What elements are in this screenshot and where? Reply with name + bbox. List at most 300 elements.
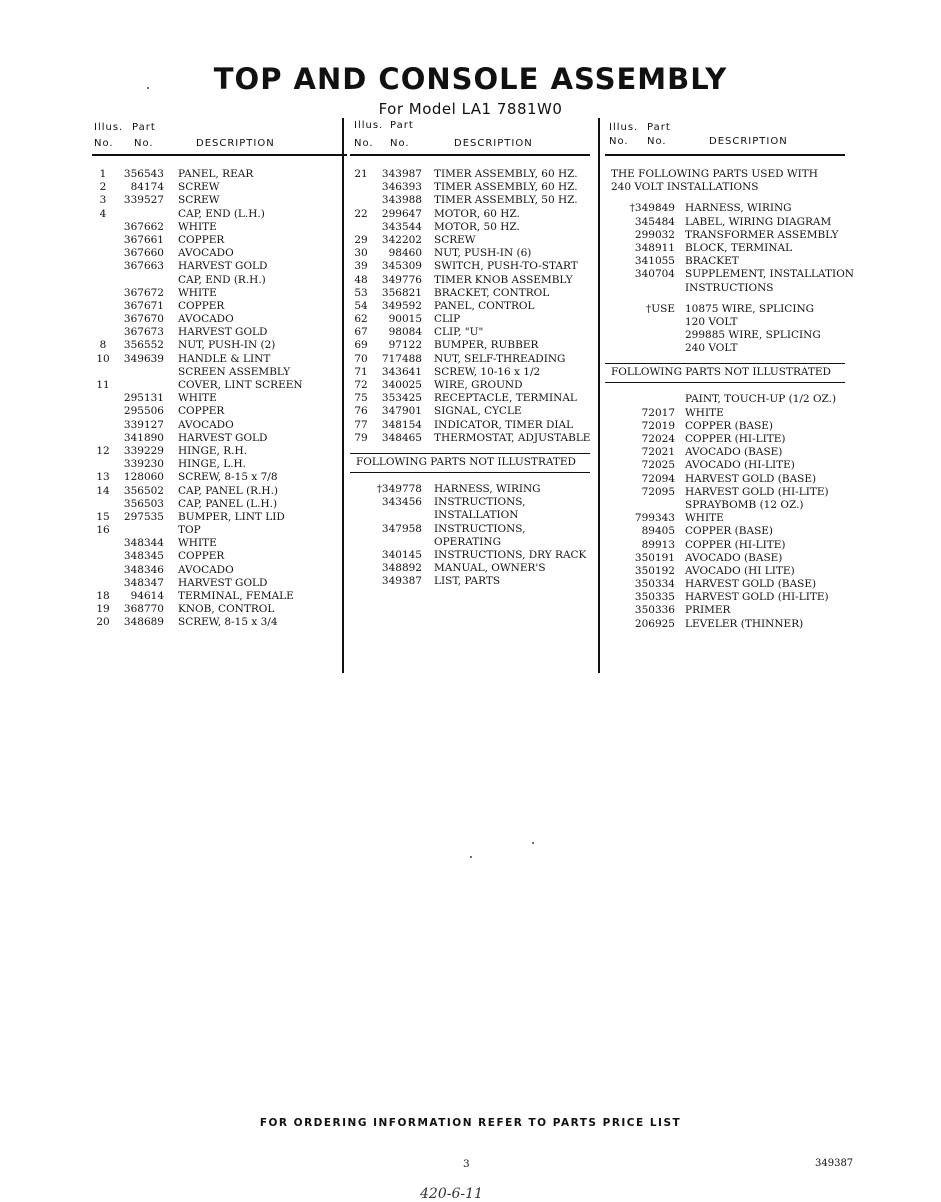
part-number: 90015 — [388, 313, 422, 326]
table-row — [92, 247, 347, 260]
header-part: Part — [390, 120, 414, 131]
part-description: HARVEST GOLD — [178, 326, 268, 339]
table-row — [605, 499, 845, 512]
part-description: WHITE — [178, 286, 217, 299]
page-number: 3 — [463, 1158, 470, 1170]
illus-number: 21 — [354, 168, 368, 180]
table-row — [92, 419, 347, 432]
table-row — [92, 392, 347, 405]
voltage-note-line: THE FOLLOWING PARTS USED WITH — [611, 168, 818, 180]
table-row — [605, 473, 845, 486]
part-number: 299032 — [634, 228, 675, 241]
table-row — [92, 564, 347, 577]
table-row — [350, 523, 590, 536]
header-rule — [350, 154, 590, 156]
table-row — [350, 247, 590, 260]
table-row — [605, 525, 845, 538]
header-description: DESCRIPTION — [709, 136, 788, 147]
table-row — [350, 549, 590, 562]
illus-number: 15 — [96, 510, 110, 523]
part-number: 367672 — [123, 286, 164, 299]
part-number: 367671 — [123, 299, 164, 312]
part-number: 339230 — [123, 458, 164, 471]
part-number: 348911 — [634, 241, 675, 254]
part-description: AVOCADO — [178, 313, 234, 326]
table-row — [605, 486, 845, 499]
table-row — [605, 407, 845, 420]
part-number: 350335 — [634, 591, 675, 604]
part-description: INDICATOR, TIMER DIAL — [434, 418, 574, 431]
table-row — [92, 221, 347, 234]
part-description: LEVELER (THINNER) — [685, 617, 804, 630]
part-description: AVOCADO — [178, 418, 234, 431]
illus-number: 10 — [96, 352, 110, 365]
table-row — [350, 221, 590, 234]
part-number: 89405 — [641, 525, 675, 538]
illus-number: 8 — [99, 339, 107, 352]
part-description: CLIP, "U" — [434, 326, 484, 339]
part-number: 339229 — [123, 444, 164, 457]
part-description: HINGE, L.H. — [178, 458, 247, 471]
part-number: 340704 — [634, 268, 675, 281]
part-description: HINGE, R.H. — [178, 444, 247, 457]
table-row — [350, 353, 590, 366]
table-row — [350, 562, 590, 575]
illus-number: 30 — [354, 247, 368, 260]
header-description: DESCRIPTION — [454, 138, 533, 149]
part-description: PANEL, REAR — [178, 168, 254, 180]
table-row — [92, 208, 347, 221]
part-description: WHITE — [178, 220, 217, 233]
table-row — [92, 366, 347, 379]
part-description: COPPER (HI-LITE) — [685, 433, 786, 446]
part-description: COPPER (BASE) — [685, 419, 774, 432]
table-row — [92, 445, 347, 458]
part-description: 10875 WIRE, SPLICING — [685, 302, 815, 315]
part-number: 72024 — [641, 433, 675, 446]
part-number: 340145 — [381, 548, 422, 561]
illus-number: 67 — [354, 326, 368, 339]
table-row — [605, 512, 845, 525]
part-number: 346393 — [381, 181, 422, 194]
part-number: †349849 — [629, 202, 675, 215]
part-number: 368770 — [123, 603, 164, 616]
part-description: AVOCADO — [178, 247, 234, 260]
part-description: NUT, PUSH-IN (6) — [434, 247, 532, 260]
part-description: INSTRUCTIONS, — [434, 496, 526, 509]
illus-number: 75 — [354, 392, 368, 405]
part-number: 350192 — [634, 564, 675, 577]
header-illus: Illus. — [609, 122, 639, 133]
part-number: 342202 — [381, 233, 422, 246]
part-number: 339127 — [123, 418, 164, 431]
table-row — [605, 229, 845, 242]
table-row — [605, 303, 845, 316]
part-number: 799343 — [634, 512, 675, 525]
table-row — [92, 590, 347, 603]
voltage-note — [605, 168, 845, 194]
part-description: HANDLE & LINT — [178, 352, 271, 365]
part-description: COVER, LINT SCREEN — [178, 379, 303, 391]
table-row — [92, 511, 347, 524]
illus-number: 72 — [354, 379, 368, 391]
table-row — [605, 316, 845, 329]
part-number: 348347 — [123, 576, 164, 589]
header-no: No. — [94, 138, 114, 149]
header-rule — [605, 154, 845, 156]
part-description: SPRAYBOMB (12 OZ.) — [685, 498, 804, 511]
table-row — [92, 326, 347, 339]
scan-speck — [470, 856, 472, 858]
part-description: WHITE — [685, 512, 724, 525]
section-heading-not-illustrated: FOLLOWING PARTS NOT ILLUSTRATED — [350, 453, 590, 473]
part-description: COPPER — [178, 299, 225, 312]
part-description: SCREW, 8-15 x 7/8 — [178, 471, 278, 484]
part-number: 340025 — [381, 379, 422, 391]
table-row — [350, 234, 590, 247]
part-number: †349778 — [376, 482, 422, 495]
header-part-no: No. — [390, 138, 410, 149]
part-description: COPPER — [178, 550, 225, 563]
table-row — [605, 539, 845, 552]
table-row — [92, 524, 347, 537]
table-row — [350, 168, 590, 181]
table-row — [350, 326, 590, 339]
part-description: CAP, END (R.H.) — [178, 273, 266, 286]
part-number: 84174 — [130, 181, 164, 194]
section-heading-not-illustrated: FOLLOWING PARTS NOT ILLUSTRATED — [605, 363, 845, 383]
part-description: HARVEST GOLD (HI-LITE) — [685, 485, 829, 498]
part-number: 347958 — [381, 522, 422, 535]
scan-speck — [532, 842, 534, 844]
part-number: 345309 — [381, 260, 422, 273]
table-row — [350, 483, 590, 496]
part-description: TIMER ASSEMBLY, 50 HZ. — [434, 194, 578, 207]
table-row — [92, 194, 347, 207]
part-description: WHITE — [178, 392, 217, 405]
part-description: SIGNAL, CYCLE — [434, 405, 522, 418]
part-description: NUT, SELF-THREADING — [434, 352, 566, 365]
table-row — [92, 313, 347, 326]
table-row — [92, 405, 347, 418]
part-number: 353425 — [381, 392, 422, 405]
illus-number: 14 — [96, 484, 110, 497]
table-row — [605, 216, 845, 229]
table-row — [350, 496, 590, 509]
header-part: Part — [132, 122, 156, 133]
part-description: CAP, PANEL (R.H.) — [178, 484, 279, 497]
table-row — [350, 313, 590, 326]
part-number: 339527 — [123, 194, 164, 207]
part-number: 356543 — [123, 168, 164, 180]
part-number: 367661 — [123, 233, 164, 246]
part-number: †USE — [646, 302, 675, 315]
part-description: HARVEST GOLD — [178, 576, 268, 589]
table-row — [350, 509, 590, 522]
table-row — [92, 550, 347, 563]
splicing-wire-list — [605, 303, 845, 356]
document-number: 349387 — [815, 1158, 854, 1169]
table-row — [92, 353, 347, 366]
part-number: 345484 — [634, 215, 675, 228]
parts-list-not-illustrated — [605, 393, 845, 630]
part-description: LIST, PARTS — [434, 575, 501, 588]
table-row — [92, 181, 347, 194]
illus-number: 18 — [96, 590, 110, 602]
part-number: 367673 — [123, 326, 164, 339]
table-row — [605, 433, 845, 446]
part-description: COPPER (BASE) — [685, 525, 774, 538]
part-number: 128060 — [123, 471, 164, 484]
table-row — [350, 274, 590, 287]
page-title: TOP AND CONSOLE ASSEMBLY — [213, 62, 728, 96]
part-number: 349592 — [381, 299, 422, 312]
handwritten-mark: 420-6-11 — [420, 1186, 483, 1202]
table-row — [605, 342, 845, 355]
part-number: 356502 — [123, 484, 164, 497]
part-number: 297535 — [123, 510, 164, 523]
table-row — [92, 234, 347, 247]
part-description: MOTOR, 60 HZ. — [434, 207, 520, 220]
part-number: 348345 — [123, 550, 164, 563]
part-description: MANUAL, OWNER'S — [434, 562, 546, 575]
header-rule — [92, 154, 347, 156]
part-number: 206925 — [634, 617, 675, 630]
part-description: BUMPER, RUBBER — [434, 339, 539, 352]
part-number: 348344 — [123, 537, 164, 550]
illus-number: 4 — [99, 207, 107, 220]
part-description: COPPER — [178, 233, 225, 246]
part-description: COPPER — [178, 405, 225, 418]
part-description: BRACKET, CONTROL — [434, 286, 550, 299]
illus-number: 71 — [354, 365, 368, 378]
illus-number: 12 — [96, 444, 110, 457]
illus-number: 29 — [354, 233, 368, 246]
part-number: 350191 — [634, 551, 675, 564]
part-description: INSTALLATION — [434, 509, 519, 522]
part-description: HARVEST GOLD (BASE) — [685, 472, 817, 485]
table-row — [605, 329, 845, 342]
part-description: HARVEST GOLD — [178, 431, 268, 444]
table-row — [350, 536, 590, 549]
table-row — [350, 366, 590, 379]
table-row — [350, 194, 590, 207]
part-description: RECEPTACLE, TERMINAL — [434, 392, 577, 405]
scan-speck — [147, 87, 149, 89]
header-part: Part — [647, 122, 671, 133]
table-row — [605, 420, 845, 433]
table-row — [92, 287, 347, 300]
header-illus: Illus. — [94, 122, 124, 133]
table-row — [605, 282, 845, 295]
part-description: TERMINAL, FEMALE — [178, 590, 294, 602]
table-row — [92, 537, 347, 550]
part-number: 349639 — [123, 352, 164, 365]
part-description: SCREW, 8-15 x 3/4 — [178, 616, 278, 629]
table-row — [605, 268, 854, 281]
part-number: 356503 — [123, 497, 164, 510]
part-number: 343641 — [381, 365, 422, 378]
header-description: DESCRIPTION — [196, 138, 275, 149]
part-description: TRANSFORMER ASSEMBLY — [685, 228, 839, 241]
part-number: 94614 — [130, 590, 164, 602]
illus-number: 77 — [354, 418, 368, 431]
header-part-no: No. — [134, 138, 154, 149]
voltage-note-line: 240 VOLT INSTALLATIONS — [611, 181, 759, 194]
part-description: HARNESS, WIRING — [434, 482, 541, 495]
table-row — [92, 432, 347, 445]
illus-number: 76 — [354, 405, 368, 418]
part-number: 356821 — [381, 286, 422, 299]
illus-number: 16 — [96, 524, 110, 537]
part-number: 97122 — [388, 339, 422, 352]
part-description: AVOCADO — [178, 563, 234, 576]
header-illus: Illus. — [354, 120, 384, 131]
part-number: 72094 — [641, 472, 675, 485]
part-number: 348465 — [381, 431, 422, 444]
part-description: THERMOSTAT, ADJUSTABLE — [434, 431, 591, 444]
part-description: INSTRUCTIONS, DRY RACK — [434, 548, 587, 561]
part-number: 299647 — [381, 207, 422, 220]
part-description: SCREEN ASSEMBLY — [178, 365, 291, 378]
header-no: No. — [609, 136, 629, 147]
table-row — [350, 339, 590, 352]
part-description: PAINT, TOUCH-UP (1/2 OZ.) — [685, 393, 837, 406]
table-row — [350, 405, 590, 418]
part-description: TIMER ASSEMBLY, 60 HZ. — [434, 168, 578, 180]
part-description: TOP — [178, 524, 201, 537]
part-description: OPERATING — [434, 535, 501, 548]
table-row — [92, 603, 347, 616]
part-description: MOTOR, 50 HZ. — [434, 220, 520, 233]
parts-column-3 — [605, 118, 854, 631]
part-number: 349387 — [381, 575, 422, 588]
illus-number: 79 — [354, 431, 368, 444]
table-row — [605, 552, 845, 565]
table-row — [605, 565, 845, 578]
part-number: 341055 — [634, 255, 675, 268]
part-description: SCREW — [178, 181, 220, 194]
part-number: 343456 — [381, 496, 422, 509]
table-row — [92, 471, 347, 484]
part-description: PRIMER — [685, 604, 731, 617]
part-number: 295131 — [123, 392, 164, 405]
part-description: SCREW, 10-16 x 1/2 — [434, 365, 541, 378]
table-row — [350, 300, 590, 313]
parts-column-1 — [92, 118, 347, 630]
part-number: 350334 — [634, 578, 675, 591]
table-row — [605, 255, 845, 268]
part-number: 347901 — [381, 405, 422, 418]
table-row — [605, 202, 845, 215]
part-description: BRACKET — [685, 255, 739, 268]
table-row — [350, 432, 590, 445]
illus-number: 1 — [99, 168, 107, 180]
part-description: AVOCADO (HI LITE) — [685, 564, 795, 577]
table-row — [605, 591, 845, 604]
table-row — [92, 379, 347, 392]
table-row — [605, 242, 845, 255]
illus-number: 2 — [99, 181, 107, 194]
part-number: 348892 — [381, 562, 422, 575]
part-number: 350336 — [634, 604, 675, 617]
table-row — [350, 419, 590, 432]
illus-number: 20 — [96, 616, 110, 629]
part-number: 72017 — [641, 406, 675, 419]
part-description: NUT, PUSH-IN (2) — [178, 339, 276, 352]
part-number: 717488 — [381, 352, 422, 365]
part-number: 367662 — [123, 220, 164, 233]
part-number: 72019 — [641, 419, 675, 432]
part-description: BUMPER, LINT LID — [178, 510, 285, 523]
part-number: 356552 — [123, 339, 164, 352]
part-description: HARVEST GOLD (HI-LITE) — [685, 591, 829, 604]
model-subtitle: For Model LA1 7881W0 — [378, 100, 563, 118]
illus-number: 69 — [354, 339, 368, 352]
illus-number: 3 — [99, 194, 107, 207]
table-row — [350, 287, 590, 300]
part-description: SWITCH, PUSH-TO-START — [434, 260, 578, 273]
part-description: HARVEST GOLD — [178, 260, 268, 273]
part-number: 367663 — [123, 260, 164, 273]
illus-number: 22 — [354, 207, 368, 220]
table-row — [350, 260, 590, 273]
part-number: 89913 — [641, 538, 675, 551]
part-description: SCREW — [178, 194, 220, 207]
part-description: SCREW — [434, 233, 476, 246]
part-description: PANEL, CONTROL — [434, 299, 535, 312]
part-description: AVOCADO (BASE) — [685, 551, 783, 564]
part-description: HARVEST GOLD (BASE) — [685, 578, 817, 591]
part-number: 72095 — [641, 485, 675, 498]
part-description: 120 VOLT — [685, 315, 738, 328]
part-description: KNOB, CONTROL — [178, 603, 275, 616]
column-divider — [598, 118, 600, 673]
table-row — [92, 577, 347, 590]
header-no: No. — [354, 138, 374, 149]
part-number: 72025 — [641, 459, 675, 472]
column-header — [92, 118, 347, 154]
part-description: COPPER (HI-LITE) — [685, 538, 786, 551]
table-row — [350, 181, 590, 194]
part-number: 367660 — [123, 247, 164, 260]
part-description: INSTRUCTIONS — [685, 281, 774, 294]
header-part-no: No. — [647, 136, 667, 147]
part-number: 98084 — [388, 326, 422, 339]
illus-number: 11 — [96, 379, 110, 391]
part-description: BLOCK, TERMINAL — [685, 241, 793, 254]
table-row — [92, 168, 347, 181]
part-number: 343988 — [381, 194, 422, 207]
table-row — [605, 446, 845, 459]
table-row — [92, 339, 347, 352]
table-row — [605, 618, 845, 631]
table-row — [605, 459, 845, 472]
table-row — [350, 575, 590, 588]
part-description: AVOCADO (HI-LITE) — [685, 459, 795, 472]
illus-number: 13 — [96, 471, 110, 484]
column-header — [350, 118, 590, 154]
part-number: 349776 — [381, 273, 422, 286]
part-description: CAP, END (L.H.) — [178, 207, 265, 220]
table-row — [92, 274, 347, 287]
table-row — [350, 392, 590, 405]
part-description: 299885 WIRE, SPLICING — [685, 329, 821, 342]
part-number: 341890 — [123, 431, 164, 444]
illus-number: 53 — [354, 286, 368, 299]
part-description: 240 VOLT — [685, 342, 738, 355]
part-description: INSTRUCTIONS, — [434, 522, 526, 535]
